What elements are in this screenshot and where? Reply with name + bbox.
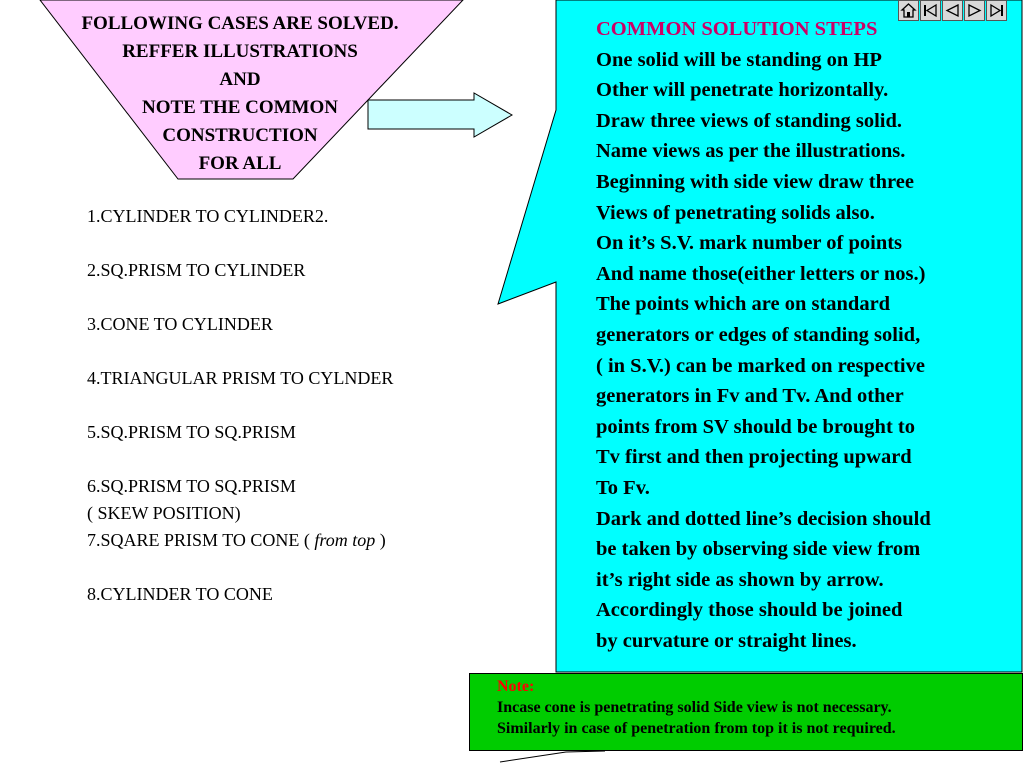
case-item: 2.SQ.PRISM TO CYLINDER: [87, 260, 306, 280]
solution-steps: [596, 14, 1021, 656]
slide-navigation: [898, 0, 1007, 22]
step-line: On it’s S.V. mark number of points: [596, 232, 903, 255]
note-line: Incase cone is penetrating solid Side view is not necessary.: [497, 699, 892, 716]
step-line: Views of penetrating solids also.: [596, 201, 875, 224]
step-line: Beginning with side view draw three: [596, 170, 914, 193]
case-italic-text: from top: [314, 530, 376, 550]
banner-line: NOTE THE COMMON: [142, 97, 338, 118]
cases-list: [87, 203, 393, 608]
case-item: 5.SQ.PRISM TO SQ.PRISM: [87, 422, 296, 442]
step-line: ( in S.V.) can be marked on respective: [596, 354, 925, 377]
banner-text: [40, 10, 440, 178]
case-item-subline: ( SKEW POSITION): [87, 503, 241, 523]
step-line: Dark and dotted line’s decision should: [596, 507, 931, 530]
case-item: 3.CONE TO CYLINDER: [87, 314, 273, 334]
last-slide-icon[interactable]: [986, 0, 1007, 21]
note-label: Note:: [497, 678, 535, 695]
note-line: Similarly in case of penetration from top it is not required.: [497, 720, 896, 737]
case-item: 6.SQ.PRISM TO SQ.PRISM: [87, 476, 296, 496]
banner-line: FOLLOWING CASES ARE SOLVED.: [81, 13, 399, 34]
step-line: Other will penetrate horizontally.: [596, 79, 889, 102]
banner-line: AND: [219, 69, 261, 90]
step-line: Tv first and then projecting upward: [596, 446, 912, 469]
note-text: [497, 676, 896, 739]
step-line: generators in Fv and Tv. And other: [596, 385, 904, 408]
case-item: 1.CYLINDER TO CYLINDER2.: [87, 206, 329, 226]
next-slide-icon[interactable]: [964, 0, 985, 21]
banner-line: FOR ALL: [198, 153, 282, 174]
step-line: generators or edges of standing solid,: [596, 323, 921, 346]
step-line: by curvature or straight lines.: [596, 629, 857, 652]
case-item: 4.TRIANGULAR PRISM TO CYLNDER: [87, 368, 394, 388]
previous-slide-icon[interactable]: [942, 0, 963, 21]
case-text: 7.SQARE PRISM TO CONE (: [87, 530, 315, 550]
steps-title: COMMON SOLUTION STEPS: [596, 18, 878, 40]
step-line: Accordingly those should be joined: [596, 599, 903, 622]
banner-line: CONSTRUCTION: [162, 125, 318, 146]
step-line: To Fv.: [596, 476, 650, 499]
first-slide-icon[interactable]: [920, 0, 941, 21]
step-line: The points which are on standard: [596, 293, 891, 316]
step-line: points from SV should be brought to: [596, 415, 915, 438]
step-line: it’s right side as shown by arrow.: [596, 568, 884, 591]
note-pointer-shape: [500, 751, 605, 762]
case-item: [87, 527, 393, 554]
step-line: Name views as per the illustrations.: [596, 140, 906, 163]
case-item: 8.CYLINDER TO CONE: [87, 584, 273, 604]
step-line: One solid will be standing on HP: [596, 48, 882, 71]
banner-line: REFFER ILLUSTRATIONS: [122, 41, 358, 62]
step-line: Draw three views of standing solid.: [596, 109, 902, 132]
case-text-after: ): [375, 530, 386, 550]
home-icon[interactable]: [898, 0, 919, 21]
step-line: be taken by observing side view from: [596, 538, 921, 561]
step-line: And name those(either letters or nos.): [596, 262, 926, 285]
